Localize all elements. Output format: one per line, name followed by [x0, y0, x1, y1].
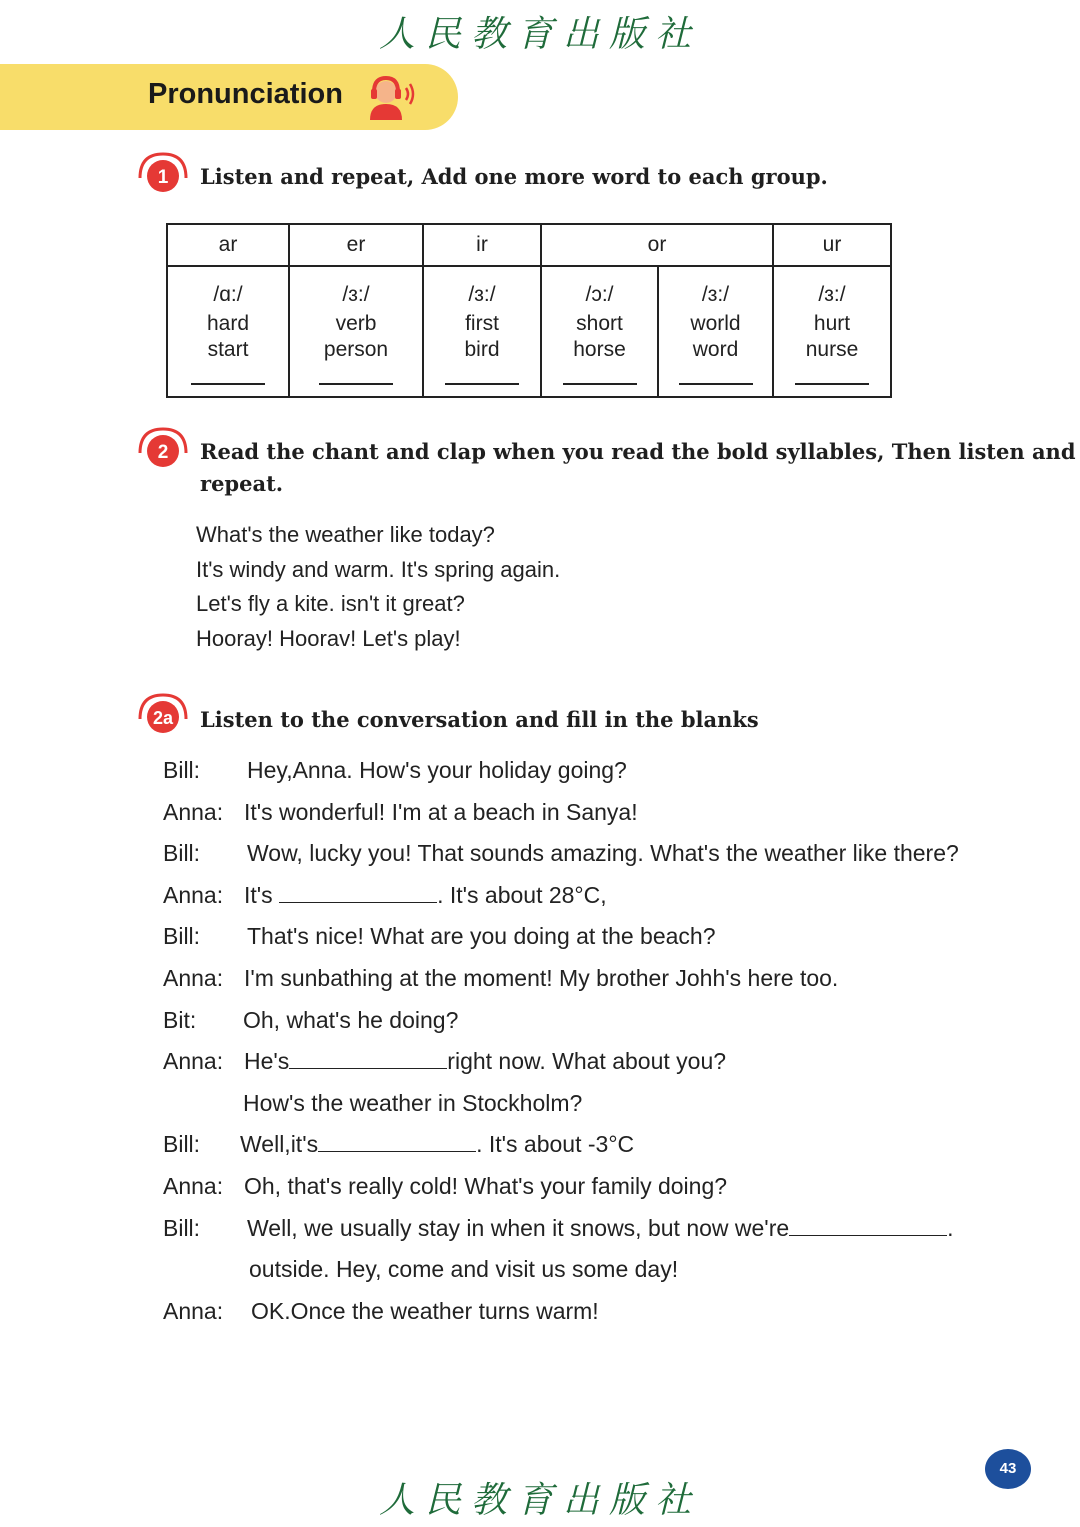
utterance: Oh, what's he doing?: [243, 1006, 459, 1033]
ipa-symbol: /ɑ:/: [213, 283, 243, 306]
utterance: [244, 1041, 726, 1083]
utterance: I'm sunbathing at the moment! My brother Johh's here too.: [244, 964, 839, 991]
utterance: Wow, lucky you! That sounds amazing. What's the weather like there?: [247, 840, 959, 867]
example-word: first: [465, 312, 499, 335]
utterance: Oh, that's really cold! What's your family doing?: [244, 1172, 728, 1199]
chant-line: Let's fly a kite. isn't it great?: [196, 591, 465, 616]
utterance: [244, 875, 607, 917]
example-word: verb: [335, 312, 377, 335]
speaker-name: Anna:: [163, 1048, 224, 1075]
example-word: hurt: [813, 312, 851, 335]
example-word: hard: [206, 312, 250, 335]
ipa-symbol: /ɜ:/: [701, 283, 730, 306]
task-2-instruction-line: Read the chant and clap when you read the bold syllables, Then listen and: [200, 439, 1076, 464]
example-word: word: [692, 338, 739, 361]
task-2-badge: [136, 425, 190, 471]
speaker-name: Anna:: [163, 881, 224, 908]
speaker-name: Anna:: [163, 798, 224, 825]
ipa-symbol: /ɜ:/: [342, 283, 370, 306]
answer-blank[interactable]: [289, 1046, 447, 1069]
task-1-badge: [136, 150, 190, 196]
answer-blank[interactable]: [563, 383, 637, 385]
answer-blank[interactable]: [445, 383, 519, 385]
task-2-instruction-line: repeat.: [200, 471, 284, 496]
utterance: How's the weather in Stockholm?: [243, 1089, 583, 1116]
utterance: outside. Hey, come and visit us some day!: [249, 1256, 679, 1283]
utterance: [247, 1208, 954, 1250]
utterance: That's nice! What are you doing at the beach?: [247, 923, 716, 950]
utterance-part: Well, we usually stay in when it snows, but now we're: [247, 1214, 790, 1241]
example-word: start: [207, 338, 249, 361]
utterance-part: . It's about 28°C,: [437, 881, 607, 908]
speaker-name: Bill:: [163, 1131, 201, 1158]
task-1-instruction: Listen and repeat, Add one more word to each group.: [200, 164, 828, 189]
answer-blank[interactable]: [279, 880, 437, 903]
table-header: ur: [773, 224, 891, 266]
example-word: horse: [573, 338, 626, 361]
speaker-name: Bill:: [163, 1214, 201, 1241]
utterance-part: .: [947, 1214, 954, 1241]
example-word: person: [323, 338, 389, 361]
utterance-part: . It's about -3°C: [476, 1131, 635, 1158]
headset-speaker-icon: [364, 72, 420, 124]
answer-blank[interactable]: [795, 383, 869, 385]
publisher-logo-bottom: 人民教育出版社: [378, 1480, 701, 1521]
example-word: bird: [464, 338, 500, 361]
chant-line: It's windy and warm. It's spring again.: [196, 556, 561, 582]
utterance-part: He's: [244, 1048, 290, 1075]
utterance: [240, 1124, 634, 1166]
chant-text: [196, 518, 560, 656]
table-header: ir: [423, 224, 541, 266]
speaker-name: Bill:: [163, 840, 201, 867]
answer-blank[interactable]: [191, 383, 265, 385]
task-2-instruction: [200, 436, 1076, 500]
utterance-part: right now. What about you?: [447, 1048, 727, 1075]
phonics-table: [166, 223, 892, 398]
table-cell: [541, 266, 658, 397]
publisher-logo-top: 人民教育出版社: [378, 14, 701, 55]
speaker-name: Anna:: [163, 1172, 224, 1199]
speaker-name: Bill:: [163, 923, 201, 950]
utterance: OK.Once the weather turns warm!: [251, 1297, 599, 1324]
chant-line: What's the weather like today?: [196, 522, 495, 547]
task-2a-badge: [136, 691, 190, 737]
task-2a-instruction: Listen to the conversation and fill in the blanks: [200, 707, 759, 732]
answer-blank[interactable]: [789, 1213, 947, 1236]
ipa-symbol: /ɔ:/: [585, 283, 614, 306]
speaker-name: Bill:: [163, 757, 201, 783]
chant-line: Hooray! Hoorav! Let's play!: [196, 625, 461, 651]
answer-blank[interactable]: [319, 383, 393, 385]
speaker-name: Anna:: [163, 964, 224, 991]
example-word: short: [576, 312, 623, 335]
speaker-name: Anna:: [163, 1297, 224, 1324]
section-title: Pronunciation: [148, 78, 343, 110]
table-header: ar: [167, 224, 289, 266]
ipa-symbol: /ɜ:/: [818, 283, 846, 306]
table-cell: [423, 266, 541, 397]
example-word: nurse: [805, 338, 859, 361]
answer-blank[interactable]: [318, 1129, 476, 1152]
table-cell: [289, 266, 423, 397]
utterance-part: Well,it's: [240, 1131, 319, 1158]
speaker-name: Bit:: [163, 1006, 197, 1033]
answer-blank[interactable]: [679, 383, 753, 385]
section-banner: [0, 64, 458, 130]
utterance: Hey,Anna. How's your holiday going?: [247, 757, 627, 783]
utterance: It's wonderful! I'm at a beach in Sanya!: [244, 798, 638, 825]
table-cell: [773, 266, 891, 397]
ipa-symbol: /ɜ:/: [468, 283, 496, 306]
task-2-number: 2: [157, 442, 169, 463]
utterance-part: It's: [244, 881, 280, 908]
task-2a-number: 2a: [152, 708, 174, 728]
table-header: er: [289, 224, 423, 266]
task-1-number: 1: [157, 167, 169, 188]
table-cell: [658, 266, 773, 397]
page-number: 43: [985, 1449, 1031, 1489]
example-word: world: [690, 312, 741, 335]
table-header: or: [541, 224, 773, 266]
table-cell: [167, 266, 289, 397]
